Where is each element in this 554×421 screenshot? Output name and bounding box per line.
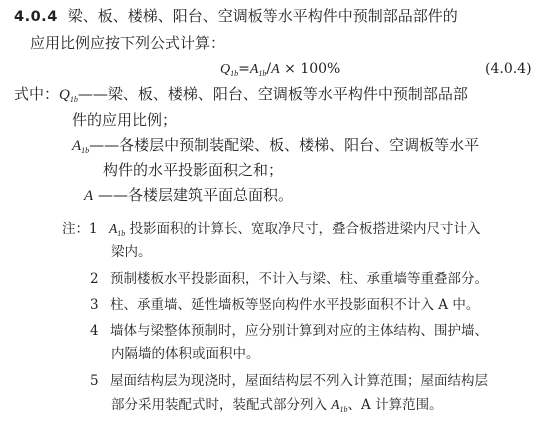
note-4-line2: 内隔墙的体积或面积中。 bbox=[111, 346, 260, 362]
formula: $Q_{1b}=A_{1b}/A \times 100\%$ bbox=[220, 61, 341, 78]
clause-title-line2: 应用比例应按下列公式计算： bbox=[30, 34, 226, 52]
where-a1b-line1: $A_{1b}——$各楼层中预制装配梁、板、楼梯、阳台、空调板等水平 bbox=[72, 136, 480, 155]
where-a1b-line2: 构件的水平投影面积之和； bbox=[103, 161, 284, 179]
note-5-line1: 5 屋面结构层为现浇时，屋面结构层不列入计算范围；屋面结构层 bbox=[90, 373, 488, 389]
note-3: 3 柱、承重墙、延性墙板等竖向构件水平投影面积不计入 A 中。 bbox=[90, 297, 480, 313]
note-1-line1: 注：1 $A_{1b}$ 投影面积的计算长、宽取净尺寸，叠合板搭进梁内尺寸计入 bbox=[62, 221, 481, 238]
clause-title-line1 bbox=[14, 6, 458, 27]
note-5-line2: 部分采用装配式时，装配式部分列入 $A_{1b}$、A 计算范围。 bbox=[111, 397, 443, 414]
note-1-line2: 梁内。 bbox=[111, 244, 152, 260]
notes-label: 注： bbox=[62, 221, 89, 237]
formula-number: (4.0.4) bbox=[485, 61, 532, 77]
clause-title-text: 梁、板、楼梯、阳台、空调板等水平构件中预制部品部件的 bbox=[67, 7, 458, 25]
where-a-line: A ——各楼层建筑平面总面积。 bbox=[84, 186, 293, 204]
note-4-line1: 4 墙体与梁整体预制时，应分别计算到对应的主体结构、围护墙、 bbox=[90, 323, 488, 339]
note-2: 2 预制楼板水平投影面积，不计入与梁、柱、承重墙等重叠部分。 bbox=[90, 271, 488, 287]
where-q-line2: 件的应用比例； bbox=[72, 111, 178, 129]
clause-number: 4.0.4 bbox=[14, 9, 58, 25]
where-q-line1: 式中：$Q_{1b}——$梁、板、楼梯、阳台、空调板等水平构件中预制部品部 bbox=[14, 85, 468, 104]
